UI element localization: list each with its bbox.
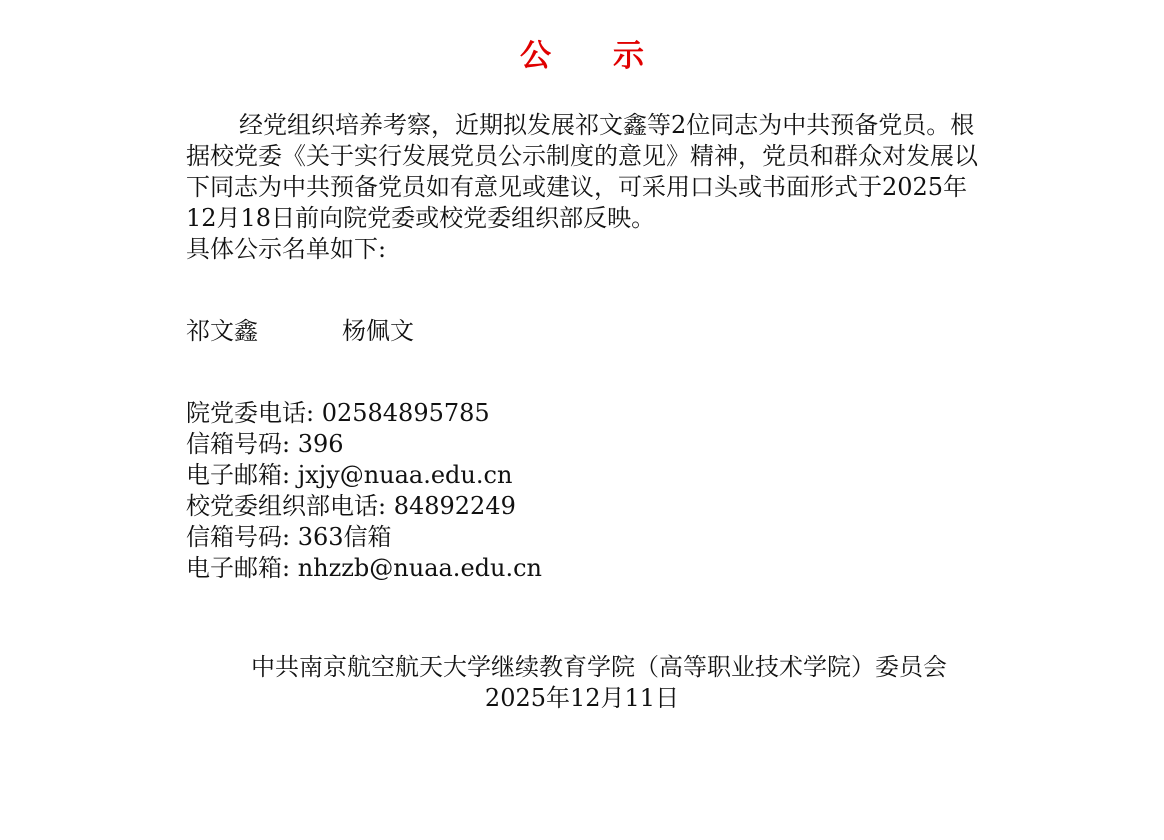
org-dept-email: 电子邮箱: nhzzb@nuaa.edu.cn [186,554,542,582]
contact-info [186,398,542,584]
issue-date: 2025年12月11日 [484,684,680,712]
notice-body [186,110,986,265]
candidate-name: 杨佩文 [342,317,414,345]
title-char-1: 公 [520,38,551,74]
college-email: 电子邮箱: jxjy@nuaa.edu.cn [186,461,513,489]
list-intro: 具体公示名单如下: [186,235,387,263]
intro-paragraph: 经党组织培养考察，近期拟发展祁文鑫等2位同志为中共预备党员。根据校党委《关于实行发展党员公示制度的意见》精神，党员和群众对发展以下同志为中共预备党员如有意见或建议，可采用口头或书面形式于2025年12月18日前向院党委或校党委组织部反映。 [186,111,978,232]
college-phone: 院党委电话: 02584895785 [186,399,490,427]
notice-title [0,34,1164,78]
org-dept-mailbox: 信箱号码: 363信箱 [186,523,392,551]
candidate-names [186,314,414,348]
issuing-organization: 中共南京航空航天大学继续教育学院（高等职业技术学院）委员会 [251,653,947,681]
org-dept-phone: 校党委组织部电话: 84892249 [186,492,516,520]
candidate-name: 祁文鑫 [186,317,258,345]
notice-footer [0,652,1164,714]
title-char-2: 示 [613,38,644,74]
college-mailbox: 信箱号码: 396 [186,430,344,458]
